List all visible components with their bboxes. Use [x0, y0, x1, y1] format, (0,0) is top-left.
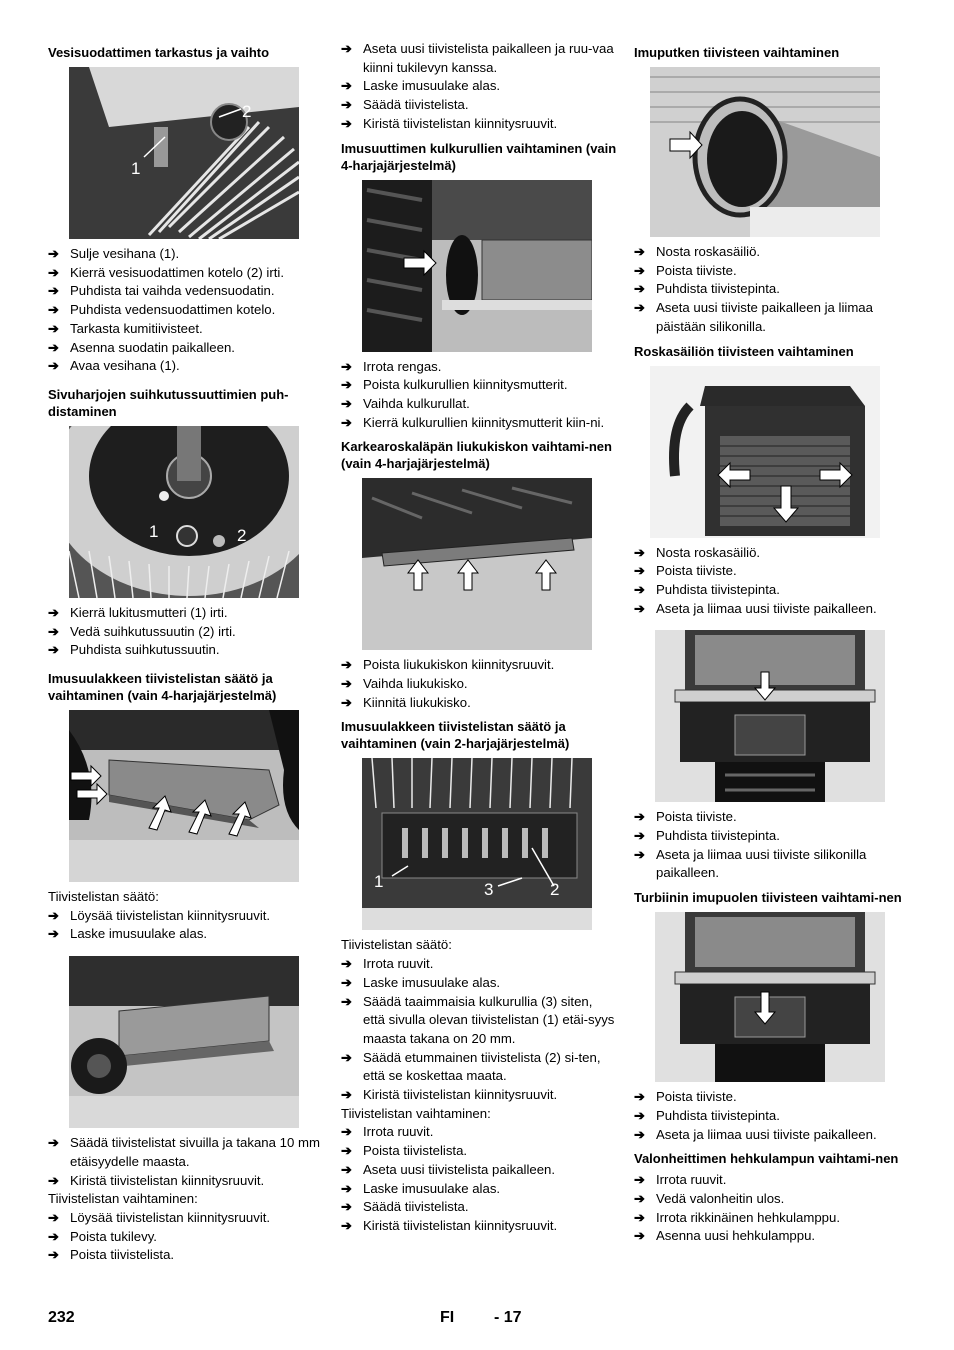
list-item: ➔ Asenna suodatin paikalleen.	[48, 339, 320, 358]
list-item: ➔ Aseta ja liimaa uusi tiiviste paikalleen.	[634, 600, 914, 619]
subheading-replace: Tiivistelistan vaihtaminen:	[341, 1105, 491, 1121]
list-item: ➔ Kierrä vesisuodattimen kotelo (2) irti.	[48, 264, 320, 283]
list-item: ➔ Poista liukukiskon kiinnitysruuvit.	[341, 656, 617, 675]
list-item: ➔ Poista tukilevy.	[48, 1228, 320, 1247]
list-item: ➔ Poista kulkurullien kiinnitysmutterit.	[341, 376, 617, 395]
list-item: ➔ Kiristä tiivistelistan kiinnitysruuvit.	[341, 1086, 617, 1105]
column-right	[634, 40, 914, 1246]
list-turbine-seal	[634, 1088, 914, 1144]
callout-3: 3	[484, 880, 494, 900]
list-item: ➔ Aseta ja liimaa uusi tiiviste silikonilla paikalleen.	[634, 846, 914, 883]
list-item: ➔ Nosta roskasäiliö.	[634, 544, 914, 563]
list-item: ➔ Kierrä kulkurullien kiinnitysmutterit kiin-ni.	[341, 414, 617, 433]
list-item: ➔ Puhdista tiivistepinta.	[634, 1107, 914, 1126]
list-item: ➔ Poista tiiviste.	[634, 262, 914, 281]
list-seal-replace	[48, 1209, 320, 1265]
list-container-seal	[634, 544, 914, 619]
list-item: ➔ Vaihda liukukisko.	[341, 675, 617, 694]
list-item: ➔ Löysää tiivistelistan kiinnitysruuvit.	[48, 1209, 320, 1228]
column-middle	[341, 40, 617, 1236]
list-item: ➔ Säädä tiivistelistat sivuilla ja takana 10 mm etäisyydelle maasta.	[48, 1134, 320, 1171]
list-item: ➔ Puhdista tiivistepinta.	[634, 827, 914, 846]
list-item: ➔ Laske imusuulake alas.	[48, 925, 320, 944]
photo-slide-rail	[362, 478, 592, 650]
list-item: ➔ Irrota rengas.	[341, 358, 617, 377]
heading-water-filter: Vesisuodattimen tarkastus ja vaihto	[48, 45, 270, 60]
list-seal-replace-2brush	[341, 1123, 617, 1235]
list-spray-nozzles	[48, 604, 320, 660]
list-item: ➔ Poista tiiviste.	[634, 808, 914, 827]
photo-rollers	[362, 180, 592, 352]
list-item: ➔ Sulje vesihana (1).	[48, 245, 320, 264]
list-seal-adjust-2brush	[341, 955, 617, 1105]
list-item: ➔ Asenna uusi hehkulamppu.	[634, 1227, 914, 1246]
list-item: ➔ Kiristä tiivistelistan kiinnitysruuvit.	[48, 1172, 320, 1191]
callout-1: 1	[374, 872, 384, 892]
heading-headlight-bulb: Valonheittimen hehkulampun vaihtami-nen	[634, 1151, 899, 1167]
list-item: ➔ Säädä etummainen tiivistelista (2) si-ten, että se koskettaa maata.	[341, 1049, 617, 1086]
list-item: ➔ Löysää tiivistelistan kiinnitysruuvit.	[48, 907, 320, 926]
list-item: ➔ Laske imusuulake alas.	[341, 1180, 617, 1199]
photo-container-seal	[650, 366, 880, 538]
list-item: ➔ Poista tiiviste.	[634, 562, 914, 581]
callout-1: 1	[149, 521, 159, 541]
sub-page-number: - 17	[494, 1309, 522, 1326]
list-item: ➔ Irrota ruuvit.	[341, 955, 617, 974]
subheading-replace: Tiivistelistan vaihtaminen:	[48, 1191, 198, 1207]
heading-spray-nozzles: Sivuharjojen suihkutussuuttimien puh-distaminen	[48, 386, 289, 419]
list-item: ➔ Säädä tiivistelista.	[341, 96, 617, 115]
list-rollers	[341, 358, 617, 433]
list-item: ➔ Laske imusuulake alas.	[341, 77, 617, 96]
list-item: ➔ Säädä taaimmaisia kulkurullia (3) siten, että sivulla olevan tiivistelistan (1) etäi-syys maasta takana on 20 mm.	[341, 993, 617, 1049]
list-item: ➔ Poista tiivistelista.	[341, 1142, 617, 1161]
list-item: ➔ Poista tiivistelista.	[48, 1246, 320, 1265]
heading-rollers: Imusuuttimen kulkurullien vaihtaminen (vain 4-harjajärjestelmä)	[341, 140, 617, 173]
heading-seal-strip-2brush: Imusuulakkeen tiivistelistan säätö ja vaihtaminen (vain 2-harjajärjestelmä)	[341, 719, 570, 752]
list-item: ➔ Puhdista suihkutussuutin.	[48, 641, 320, 660]
list-water-filter	[48, 245, 320, 376]
callout-2: 2	[242, 102, 252, 121]
list-item: ➔ Irrota ruuvit.	[341, 1123, 617, 1142]
list-item: ➔ Vedä suihkutussuutin (2) irti.	[48, 623, 320, 642]
page-number: 232	[48, 1309, 75, 1326]
photo-seal-strip-adjust	[69, 710, 299, 882]
list-item: ➔ Aseta ja liimaa uusi tiiviste paikalleen.	[634, 1126, 914, 1145]
language-code: FI	[440, 1309, 455, 1326]
list-item: ➔ Kiristä tiivistelistan kiinnitysruuvit.	[341, 115, 617, 134]
photo-turbine-seal	[655, 912, 885, 1082]
list-item: ➔ Vedä valonheitin ulos.	[634, 1190, 914, 1209]
list-item: ➔ Puhdista tiivistepinta.	[634, 280, 914, 299]
photo-spray-nozzles	[69, 426, 299, 598]
list-item: ➔ Laske imusuulake alas.	[341, 974, 617, 993]
list-headlight-bulb	[634, 1171, 914, 1246]
list-item: ➔ Irrota rikkinäinen hehkulamppu.	[634, 1209, 914, 1228]
list-item: ➔ Aseta uusi tiivistelista paikalleen ja ruu-vaa kiinni tukilevyn kanssa.	[341, 40, 617, 77]
heading-seal-strip-4brush: Imusuulakkeen tiivistelistan säätö ja vaihtaminen (vain 4-harjajärjestelmä)	[48, 671, 277, 704]
list-item: ➔ Kiristä tiivistelistan kiinnitysruuvit.	[341, 1217, 617, 1236]
photo-container-seal-2	[655, 630, 885, 802]
list-item: ➔ Vaihda kulkurullat.	[341, 395, 617, 414]
list-slide-rail	[341, 656, 617, 712]
list-item: ➔ Nosta roskasäiliö.	[634, 243, 914, 262]
list-item: ➔ Aseta uusi tiivistelista paikalleen.	[341, 1161, 617, 1180]
column-left	[48, 40, 320, 1265]
callout-2: 2	[237, 525, 247, 545]
list-item: ➔ Puhdista tiivistepinta.	[634, 581, 914, 600]
list-item: ➔ Aseta uusi tiiviste paikalleen ja liimaa päistään silikonilla.	[634, 299, 914, 336]
list-seal-replace-cont	[341, 40, 617, 134]
callout-2: 2	[550, 880, 560, 900]
list-item: ➔ Puhdista vedensuodattimen kotelo.	[48, 301, 320, 320]
list-item: ➔ Irrota ruuvit.	[634, 1171, 914, 1190]
heading-suction-pipe-seal: Imuputken tiivisteen vaihtaminen	[634, 45, 840, 60]
list-item: ➔ Kiinnitä liukukisko.	[341, 694, 617, 713]
list-item: ➔ Tarkasta kumitiivisteet.	[48, 320, 320, 339]
list-item: ➔ Kierrä lukitusmutteri (1) irti.	[48, 604, 320, 623]
photo-water-filter	[69, 67, 299, 239]
photo-seal-strip-2brush	[362, 758, 592, 930]
subheading-adjust: Tiivistelistan säätö:	[341, 937, 452, 953]
list-suction-pipe	[634, 243, 914, 337]
list-seal-adjust-2	[48, 1134, 320, 1190]
callout-1: 1	[131, 159, 141, 178]
list-container-seal-2	[634, 808, 914, 883]
list-seal-adjust	[48, 907, 320, 944]
heading-slide-rail: Karkearoskaläpän liukukiskon vaihtami-nen (vain 4-harjajärjestelmä)	[341, 439, 612, 472]
photo-suction-pipe	[650, 67, 880, 237]
list-item: ➔ Avaa vesihana (1).	[48, 357, 320, 376]
heading-turbine-seal: Turbiinin imupuolen tiivisteen vaihtami-nen	[634, 890, 902, 906]
list-item: ➔ Poista tiiviste.	[634, 1088, 914, 1107]
list-item: ➔ Puhdista tai vaihda vedensuodatin.	[48, 282, 320, 301]
subheading-adjust: Tiivistelistan säätö:	[48, 889, 159, 905]
heading-container-seal: Roskasäiliön tiivisteen vaihtaminen	[634, 343, 854, 359]
list-item: ➔ Säädä tiivistelista.	[341, 1198, 617, 1217]
photo-seal-strip-lowered	[69, 956, 299, 1128]
